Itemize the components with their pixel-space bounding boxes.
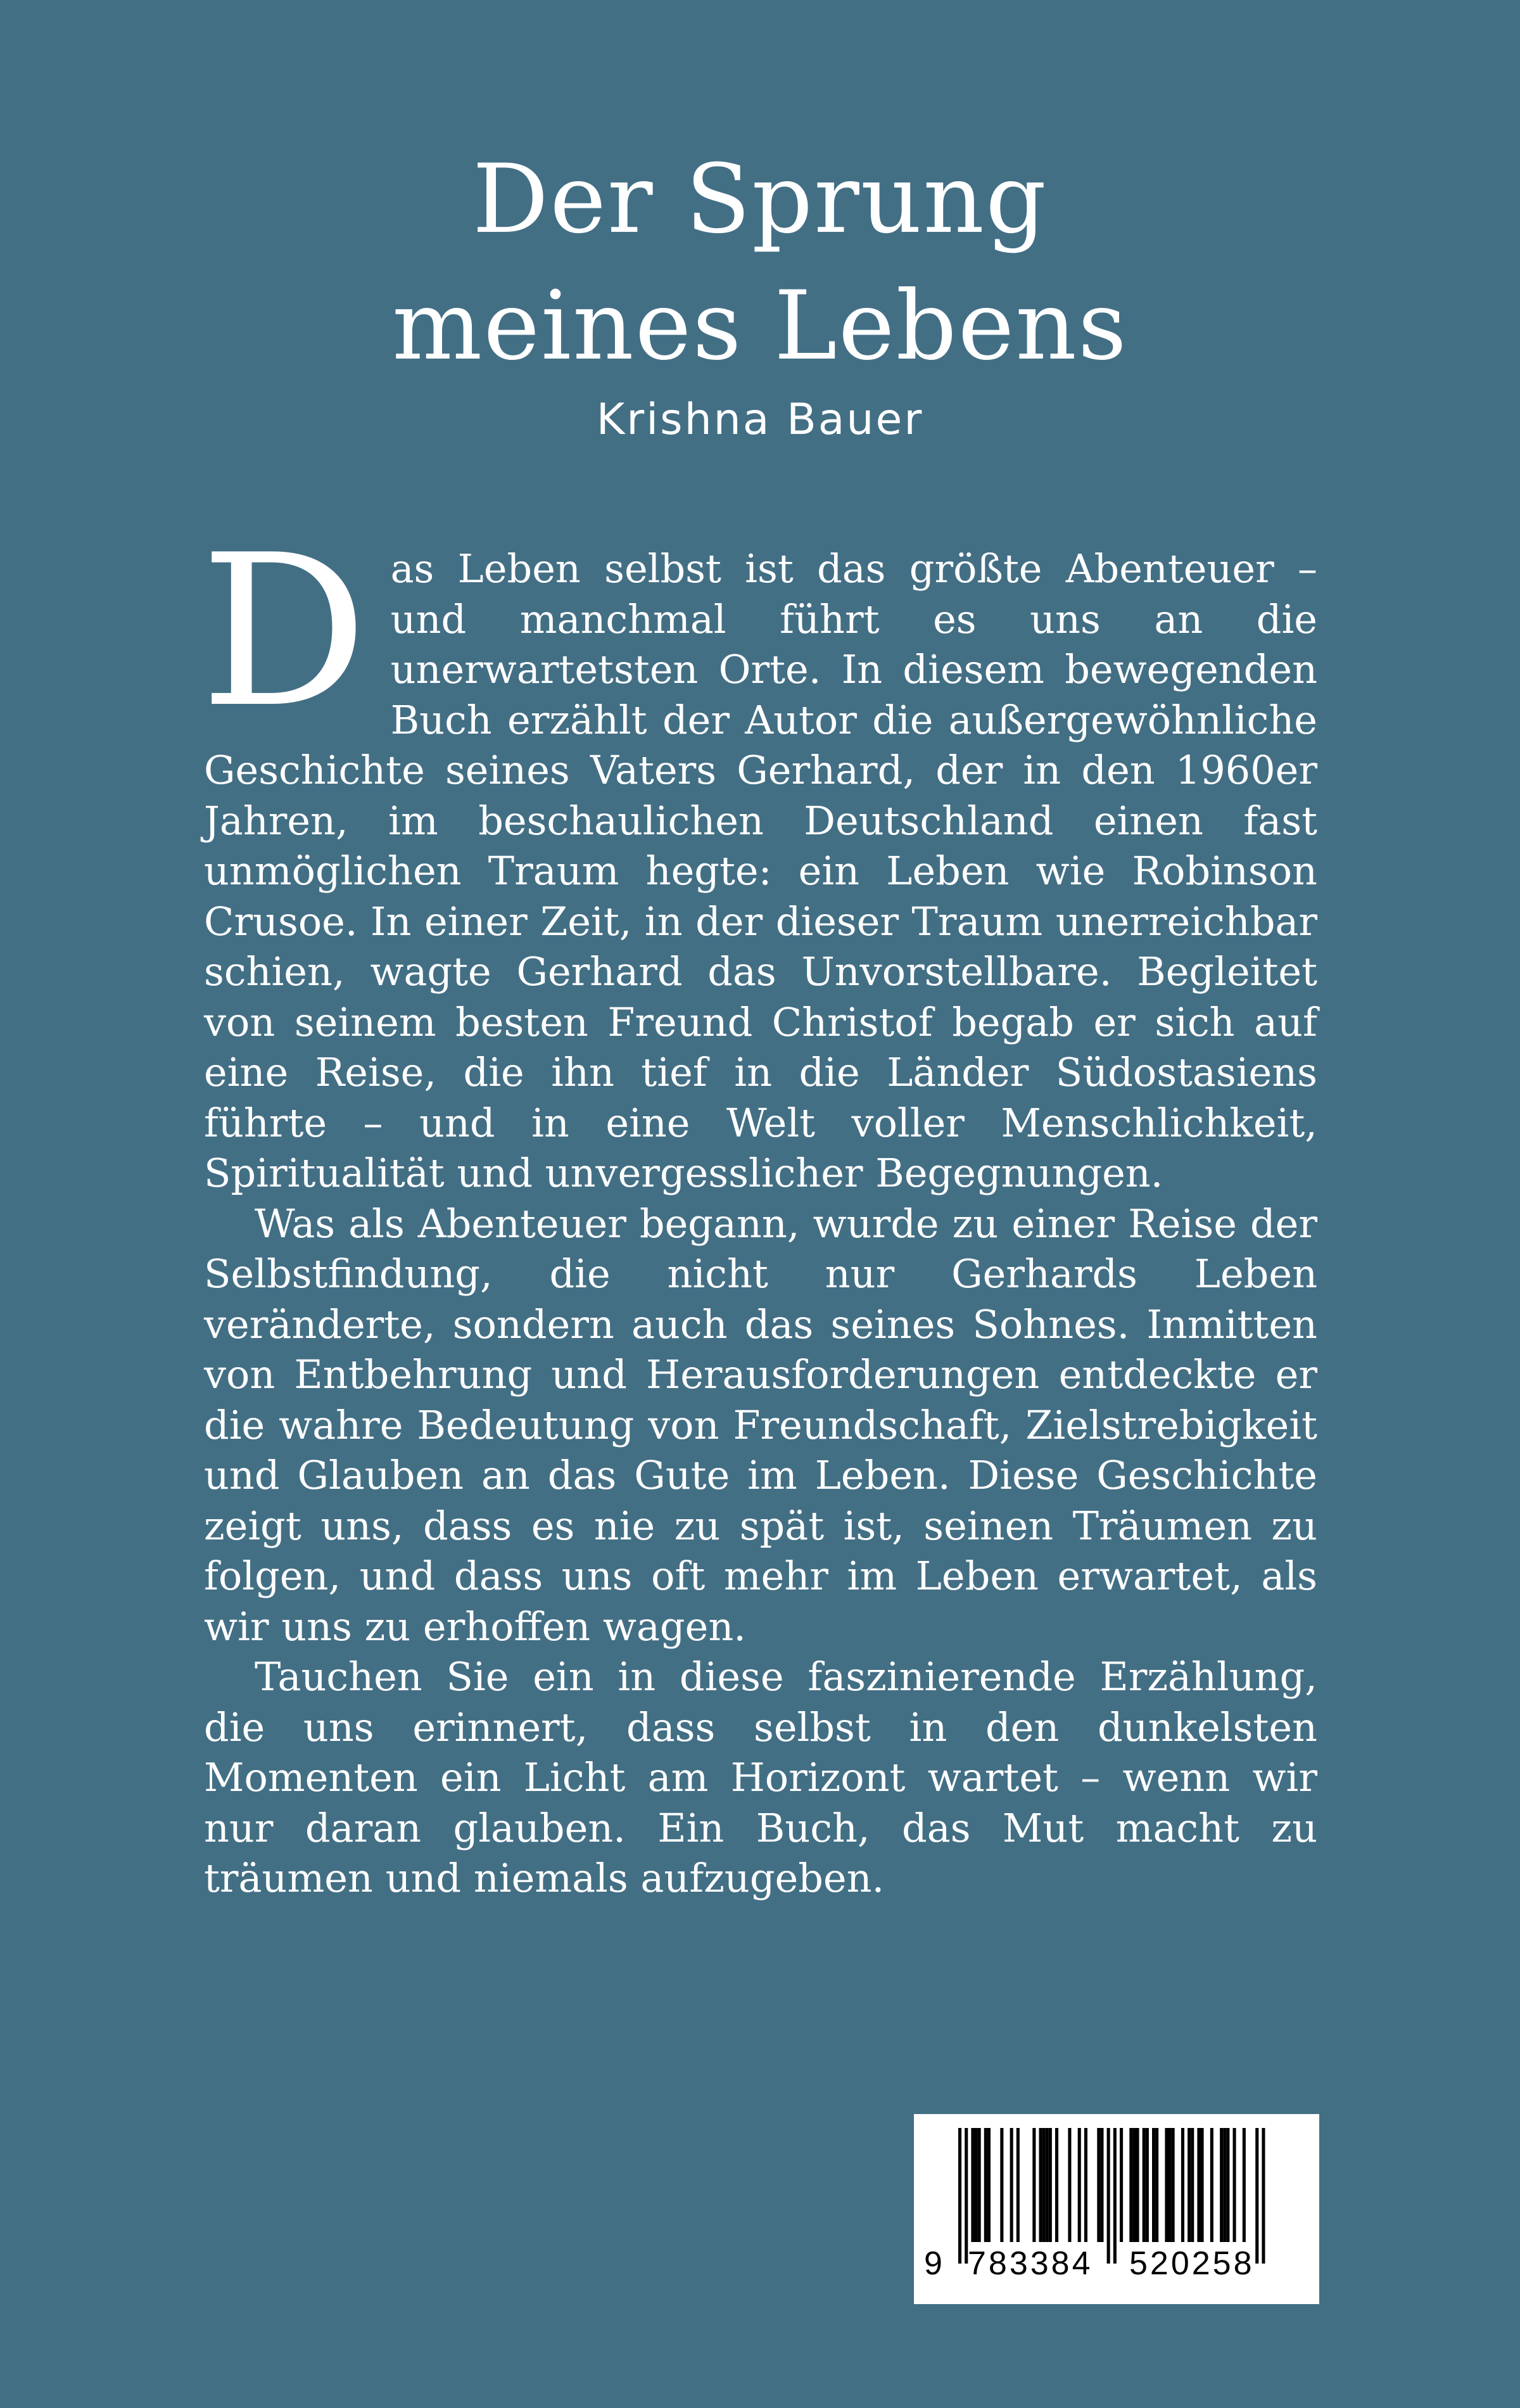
author-name: Krishna Bauer	[596, 395, 924, 445]
barcode-bar	[975, 2128, 978, 2242]
barcode-bar	[1097, 2128, 1100, 2242]
barcode-bar	[1255, 2128, 1258, 2264]
book-title	[0, 136, 1520, 390]
barcode-bar	[1181, 2128, 1184, 2242]
isbn-barcode	[914, 2114, 1319, 2304]
barcode-bar	[1143, 2128, 1146, 2242]
barcode-bar	[1113, 2128, 1117, 2264]
barcode-bar	[1100, 2128, 1103, 2242]
barcode-bar	[958, 2128, 961, 2264]
barcode-bar	[1078, 2128, 1081, 2242]
barcode-bar	[1197, 2128, 1200, 2242]
blurb-paragraph-1	[200, 510, 1317, 1199]
barcode-bar	[1220, 2128, 1223, 2242]
barcode-bar	[1210, 2128, 1213, 2242]
barcode-bar	[971, 2128, 974, 2242]
barcode-bar	[1016, 2128, 1020, 2242]
blurb-text	[200, 510, 1317, 1904]
barcode-bar	[1146, 2128, 1149, 2242]
blurb-paragraph-3: Tauchen Sie ein in diese faszinierende Erzählung, die uns erinnert, dass selbst in den dunkelsten Momenten ein Licht am Horizont wartet – wenn wir nur daran glauben. Ein Buch, das Mut macht zu träumen und niemals aufzugeben.	[204, 1653, 1317, 1901]
barcode-bar	[1129, 2128, 1132, 2242]
barcode-bar	[1120, 2128, 1123, 2242]
barcode-bar	[1010, 2128, 1013, 2242]
barcode-bar	[1152, 2128, 1155, 2242]
barcode-bar	[1000, 2128, 1003, 2242]
barcode-bar	[1136, 2128, 1139, 2242]
barcode-bar	[1055, 2128, 1058, 2242]
barcode-bar	[1226, 2128, 1229, 2242]
barcode-bar	[1032, 2128, 1036, 2242]
barcode-bar	[978, 2128, 981, 2242]
isbn-right-digits: 520258	[1129, 2245, 1255, 2282]
drop-cap: D	[200, 510, 368, 753]
barcode-bar	[1233, 2128, 1236, 2242]
barcode-bar	[1243, 2128, 1246, 2242]
barcode-bar	[1068, 2128, 1071, 2242]
barcode-bar	[1049, 2128, 1052, 2242]
title-line-1: Der Sprung	[472, 144, 1048, 255]
barcode-bar	[1042, 2128, 1046, 2242]
barcode-bar	[1168, 2128, 1172, 2242]
barcode-bar	[987, 2128, 991, 2242]
isbn-prefix-digit: 9	[924, 2245, 942, 2282]
barcode-bar	[1046, 2128, 1049, 2242]
blurb-paragraph-2: Was als Abenteuer begann, wurde zu einer Reise der Selbstfindung, die nicht nur Gerhards Leben veränderte, sondern auch das seines Sohnes. Inmitten von Entbehrung und Herausforderungen entdeckte er die wahre Bedeutung von Freundschaft, Zielstrebigkeit und Glauben an das Gute im Leben. Diese Geschichte zeigt uns, dass es nie zu spät ist, seinen Träumen zu folgen, und dass uns oft mehr im Leben erwartet, als wir uns zu erhoffen wagen.	[204, 1200, 1317, 1650]
barcode-bar	[1191, 2128, 1194, 2242]
barcode-bar	[1188, 2128, 1191, 2242]
barcode-bar	[1084, 2128, 1087, 2242]
barcode-bar	[1201, 2128, 1204, 2242]
barcode-bar	[1262, 2128, 1265, 2264]
isbn-left-digits: 783384	[968, 2245, 1093, 2282]
barcode-bar	[1132, 2128, 1136, 2242]
barcode-bar	[1107, 2128, 1110, 2264]
barcode-bar	[984, 2128, 987, 2242]
barcode-bar	[1165, 2128, 1168, 2242]
blurb-paragraph-1-text: as Leben selbst ist das größte Abenteuer – und manchmal führt es uns an die unerwartetsten Orte. In diesem bewegenden Buch erzählt der Autor die außergewöhnliche Geschichte seines Vaters Gerhard, der in den 1960er Jahren, im beschaulichen Deutschland einen fast unmöglichen Traum hegte: ein Leben wie Robinson Crusoe. In einer Zeit, in der dieser Traum unerreichbar schien, wagte Gerhard das Unvorstellbare. Begleitet von seinem besten Freund Christof begab er sich auf eine Reise, die ihn tief in die Länder Südostasiens führte – und in eine Welt voller Menschlichkeit, Spiritualität und unvergesslicher Begegnungen.	[204, 545, 1317, 1196]
barcode-bar	[1172, 2128, 1175, 2242]
barcode-bar	[1039, 2128, 1042, 2242]
barcode-bar	[1155, 2128, 1158, 2242]
barcode-bar	[965, 2128, 968, 2264]
title-line-2: meines Lebens	[392, 271, 1128, 381]
barcode-bar	[1223, 2128, 1226, 2242]
